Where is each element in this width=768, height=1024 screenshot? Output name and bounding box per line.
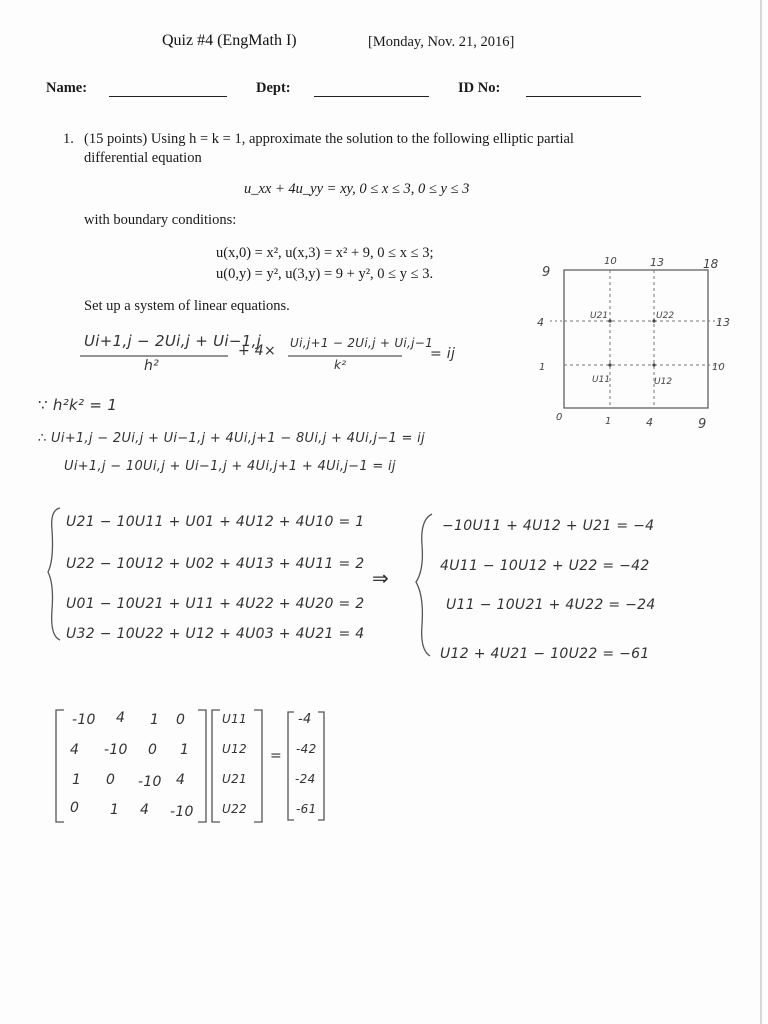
fd-plus: + 4× [238,343,277,359]
matrix-cell: 0 [70,800,80,816]
u-bracket-right [254,710,262,822]
matrix-cell: 4 [70,742,80,758]
grid-bottom-label: 4 [646,416,653,429]
matrix-cell: 0 [176,712,186,728]
grid-bottom-label: 1 [605,416,612,427]
matrix-cell: -10 [72,712,96,728]
problem-text-line1: (15 points) Using h = k = 1, approximate the solution to the following elliptic partial [84,131,574,147]
pde-equation: u_xx + 4u_yy = xy, 0 ≤ x ≤ 3, 0 ≤ y ≤ 3 [244,181,470,197]
matrix-cell: -10 [138,774,162,790]
grid-right-label: 13 [716,316,730,329]
bc-line2: u(0,y) = y², u(3,y) = 9 + y², 0 ≤ y ≤ 3. [216,266,434,282]
problem-text-line2: differential equation [84,150,202,166]
since-statement: ∵ h²k² = 1 [38,396,118,414]
matrix-cell: -10 [170,804,194,820]
u-vector-entry: U21 [222,772,247,786]
right-equation: 4U11 − 10U12 + U22 = −42 [440,558,650,574]
implies-arrow: ⇒ [372,566,390,590]
b-vector-entry: -24 [295,772,316,786]
therefore-line-1: ∴ Ui+1,j − 2Ui,j + Ui−1,j + 4Ui,j+1 − 8Ui,j + 4Ui,j−1 = ij [38,431,425,446]
matrix-cell: -10 [104,742,128,758]
grid-top-label: 13 [650,256,664,269]
problem-number: 1. [63,131,74,147]
fd-numerator-2: Ui,j+1 − 2Ui,j + Ui,j−1 [290,336,434,350]
matrix-cell: 1 [180,742,190,758]
u-vector-entry: U11 [222,712,247,726]
matrix-bracket-right [198,710,206,822]
matrix-bracket-left [56,710,64,822]
grid-top-label: 10 [604,256,617,267]
grid-left-label: 4 [537,316,544,329]
instruction: Set up a system of linear equations. [84,298,290,314]
b-vector-entry: -4 [298,712,312,727]
grid-bottom-label: 9 [698,417,707,432]
b-bracket-right [318,712,324,820]
left-equation: U21 − 10U11 + U01 + 4U12 + 4U10 = 1 [66,514,365,530]
matrix-cell: 1 [110,802,120,818]
id-label: ID No: [458,80,501,96]
matrix-cell: 0 [106,772,116,788]
dept-label: Dept: [256,80,291,96]
left-equation: U22 − 10U12 + U02 + 4U13 + 4U11 = 2 [66,556,365,572]
bc-intro: with boundary conditions: [84,212,237,228]
quiz-date: [Monday, Nov. 21, 2016] [368,34,515,50]
matrix-equals: = [270,748,283,764]
u-vector-entry: U12 [222,742,247,756]
fd-numerator-1: Ui+1,j − 2Ui,j + Ui−1,j [84,332,262,350]
grid-node-label: U12 [654,377,673,387]
fd-denominator-1: h² [144,358,160,374]
left-equation: U32 − 10U22 + U12 + 4U03 + 4U21 = 4 [66,626,365,642]
grid-node-label: U21 [590,311,609,321]
fd-rhs: = ij [430,346,456,362]
matrix-cell: 0 [148,742,158,758]
b-bracket-left [288,712,294,820]
grid-left-label: 9 [542,265,551,280]
right-equation: −10U11 + 4U12 + U21 = −4 [442,518,655,534]
grid-node-label: U11 [592,375,611,385]
fd-denominator-2: k² [334,358,347,372]
u-vector-entry: U22 [222,802,247,816]
grid-node-label: U22 [656,311,675,321]
grid-bottom-label: 0 [556,412,563,423]
matrix-cell: 1 [150,712,160,728]
matrix-cell: 4 [116,710,126,726]
b-vector-entry: -42 [296,742,317,756]
b-vector-entry: -61 [296,802,317,816]
right-equation: U12 + 4U21 − 10U22 = −61 [440,646,650,662]
therefore-line-2: Ui+1,j − 10Ui,j + Ui−1,j + 4Ui,j+1 + 4Ui,j−1 = ij [64,459,396,474]
grid-right-label: 10 [712,362,725,373]
matrix-cell: 1 [72,772,82,788]
grid-top-label: 18 [703,257,719,271]
left-equation: U01 − 10U21 + U11 + 4U22 + 4U20 = 2 [66,596,365,612]
right-equation: U11 − 10U21 + 4U22 = −24 [446,597,656,613]
matrix-cell: 4 [176,772,186,788]
quiz-title: Quiz #4 (EngMath I) [162,32,297,49]
name-label: Name: [46,80,88,96]
grid-left-label: 1 [539,362,546,373]
u-bracket-left [212,710,220,822]
bc-line1: u(x,0) = x², u(x,3) = x² + 9, 0 ≤ x ≤ 3; [216,245,434,261]
matrix-cell: 4 [140,802,150,818]
